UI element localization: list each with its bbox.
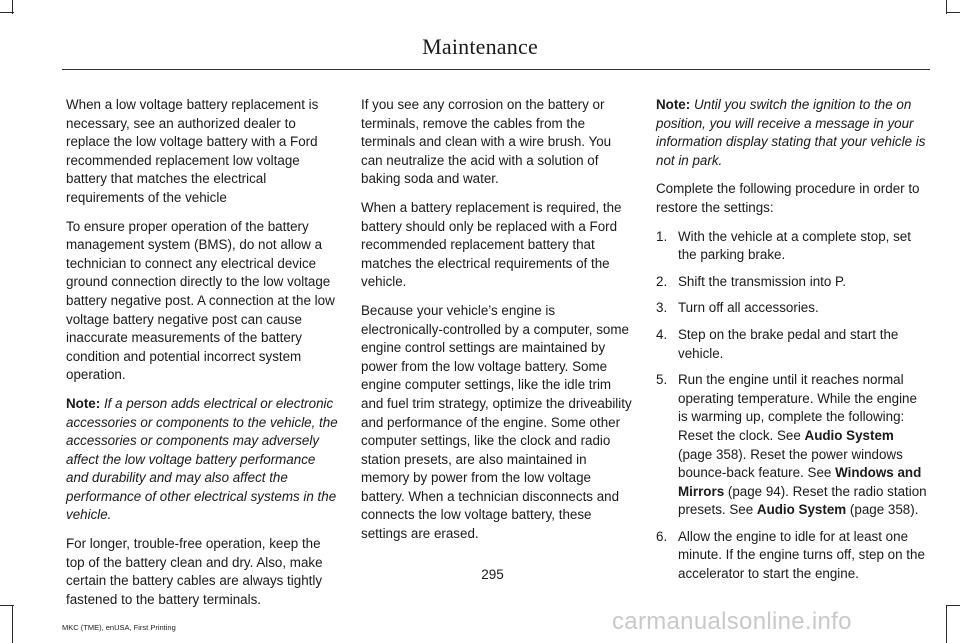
step-text: Turn off all accessories.	[678, 300, 819, 316]
column-right	[656, 96, 928, 592]
procedure-steps	[656, 228, 928, 584]
step-number: 2.	[656, 273, 668, 289]
column-middle	[361, 96, 633, 554]
crop-mark-top-right-h	[946, 12, 960, 13]
step-number: 4.	[656, 326, 668, 342]
note-ignition	[656, 96, 928, 170]
step-number: 5.	[656, 372, 668, 388]
procedure-step	[656, 273, 928, 292]
note-text: If a person adds electrical or electronic accessories or components to the vehicle, the accessories or components may adversely affect the low voltage battery performance and durability and may also affect the performance of other electrical systems in the vehicle.	[66, 395, 338, 523]
step-number: 6.	[656, 528, 668, 544]
print-info: MKC (TME), enUSA, First Printing	[62, 623, 176, 632]
step-number: 1.	[656, 228, 668, 244]
note-label: Note:	[656, 97, 691, 112]
step-text-part: (page 94). Reset the radio station presets. See	[678, 483, 927, 518]
note-text: Until you switch the ignition to the on position, you will receive a message in your information display stating that your vehicle is not in park.	[656, 97, 926, 168]
step-text-part: (page 358). Reset the power windows bounce-back feature. See	[678, 446, 903, 481]
step-text: Step on the brake pedal and start the vehicle.	[678, 326, 899, 361]
note-label: Note:	[66, 395, 101, 411]
paragraph-battery-replacement: When a low voltage battery replacement is necessary, see an authorized dealer to replace the low voltage battery with a Ford recommended replacement low voltage battery that matches the electrical requirements of the vehicle	[66, 97, 319, 205]
procedure-step	[656, 228, 928, 265]
paragraph-bms: To ensure proper operation of the battery management system (BMS), do not allow a technician to connect any electrical device ground connection directly to the low voltage battery negative post. A connection at the low voltage battery negative post can cause inaccurate measurements of the battery condition and potential incorrect system operation.	[66, 218, 335, 383]
cross-reference-link[interactable]: Audio System	[804, 427, 894, 443]
paragraph-corrosion: If you see any corrosion on the battery or terminals, remove the cables from the terminals and clean with a wire brush. You can neutralize the acid with a solution of baking soda and water.	[361, 97, 612, 187]
step-text: Allow the engine to idle for at least one minute. If the engine turns off, step on the accelerator to start the engine.	[678, 528, 925, 582]
crop-mark-bottom-left	[12, 605, 13, 643]
step-text: With the vehicle at a complete stop, set the parking brake.	[678, 228, 911, 263]
crop-mark-top-left-h	[0, 12, 14, 13]
cross-reference-link[interactable]: Audio System	[756, 502, 847, 518]
procedure-step	[656, 326, 928, 363]
procedure-intro: Complete the following procedure in order to restore the settings:	[656, 181, 920, 215]
paragraph-replacement-required: When a battery replacement is required, the battery should only be replaced with a Ford recommended replacement battery that matches the electrical requirements of the vehicle.	[361, 199, 622, 290]
cross-reference-link[interactable]: Windows and Mirrors	[678, 465, 922, 499]
step-text: Shift the transmission into P.	[678, 273, 846, 289]
step-text-part: Run the engine until it reaches normal operating temperature. While the engine is warming up, complete the following: Reset the clock. See	[678, 372, 917, 443]
note-accessories	[66, 395, 338, 525]
paragraph-computer-settings: Because your vehicle’s engine is electronically-controlled by a computer, some engine control settings are maintained by power from the low voltage battery. Some engine computer settings, like the idle trim and fuel trim strategy, optimize the driveability and performance of the engine. Some other computer settings, like the clock and radio station presets, are also maintained in memory by power from the low voltage battery. When a technician disconnects and connects the low voltage battery, these settings are erased.	[361, 302, 632, 542]
procedure-step	[656, 299, 928, 318]
crop-mark-bottom-right	[946, 605, 947, 643]
header-divider	[62, 69, 930, 70]
procedure-step	[656, 371, 928, 520]
step-text-part: (page 358).	[846, 502, 919, 518]
page-number: 295	[481, 567, 504, 582]
crop-mark-bottom-right-h	[946, 605, 960, 606]
page-title: Maintenance	[422, 34, 538, 59]
watermark: carmanualsonline.info	[612, 608, 852, 635]
step-text	[678, 371, 928, 520]
column-left	[66, 96, 338, 619]
step-number: 3.	[656, 300, 668, 316]
paragraph-keep-clean: For longer, trouble-free operation, keep the top of the battery clean and dry. Also, make certain the battery cables are always tightly fastened to the battery terminals.	[66, 536, 323, 607]
crop-mark-bottom-left-h	[0, 605, 14, 606]
